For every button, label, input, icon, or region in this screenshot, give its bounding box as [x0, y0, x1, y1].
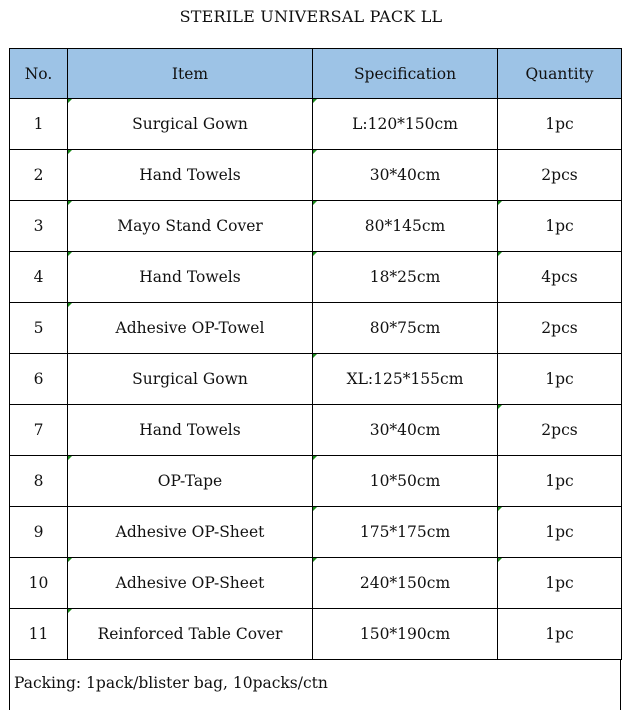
cell-no: 6: [10, 354, 68, 405]
cell-item: Adhesive OP-Towel: [68, 303, 313, 354]
cell-item: Surgical Gown: [68, 99, 313, 150]
cell-specification: 18*25cm: [313, 252, 498, 303]
table-row: [10, 405, 622, 456]
packing-note: Packing: 1pack/blister bag, 10packs/ctn: [14, 674, 328, 692]
table-row: [10, 252, 622, 303]
cell-quantity: 1pc: [498, 456, 622, 507]
cell-quantity: 1pc: [498, 99, 622, 150]
cell-no: 4: [10, 252, 68, 303]
cell-no: 7: [10, 405, 68, 456]
cell-specification: 10*50cm: [313, 456, 498, 507]
packing-footer: [9, 660, 621, 710]
table-row: [10, 456, 622, 507]
header-specification: Specification: [313, 49, 498, 99]
page-title: STERILE UNIVERSAL PACK LL: [179, 7, 443, 26]
cell-specification: L:120*150cm: [313, 99, 498, 150]
product-spec-table: [9, 48, 622, 660]
table-row: [10, 303, 622, 354]
cell-quantity: 1pc: [498, 609, 622, 660]
cell-item: Reinforced Table Cover: [68, 609, 313, 660]
table-row: [10, 354, 622, 405]
cell-quantity: 2pcs: [498, 303, 622, 354]
cell-item: Mayo Stand Cover: [68, 201, 313, 252]
table-row: [10, 150, 622, 201]
cell-specification: 150*190cm: [313, 609, 498, 660]
cell-item: Hand Towels: [68, 405, 313, 456]
cell-no: 2: [10, 150, 68, 201]
table-row: [10, 201, 622, 252]
cell-no: 10: [10, 558, 68, 609]
cell-item: Surgical Gown: [68, 354, 313, 405]
header-quantity: Quantity: [498, 49, 622, 99]
cell-quantity: 1pc: [498, 201, 622, 252]
cell-no: 1: [10, 99, 68, 150]
cell-specification: 175*175cm: [313, 507, 498, 558]
table-header-row: [10, 49, 622, 99]
cell-specification: XL:125*155cm: [313, 354, 498, 405]
cell-specification: 30*40cm: [313, 150, 498, 201]
cell-no: 3: [10, 201, 68, 252]
cell-item: Adhesive OP-Sheet: [68, 507, 313, 558]
cell-quantity: 2pcs: [498, 405, 622, 456]
cell-quantity: 1pc: [498, 507, 622, 558]
cell-item: Hand Towels: [68, 150, 313, 201]
header-no: No.: [10, 49, 68, 99]
cell-quantity: 4pcs: [498, 252, 622, 303]
cell-no: 5: [10, 303, 68, 354]
cell-quantity: 2pcs: [498, 150, 622, 201]
header-item: Item: [68, 49, 313, 99]
table-row: [10, 99, 622, 150]
cell-quantity: 1pc: [498, 354, 622, 405]
table-row: [10, 558, 622, 609]
cell-specification: 80*145cm: [313, 201, 498, 252]
cell-item: Adhesive OP-Sheet: [68, 558, 313, 609]
cell-specification: 80*75cm: [313, 303, 498, 354]
cell-quantity: 1pc: [498, 558, 622, 609]
cell-specification: 30*40cm: [313, 405, 498, 456]
cell-specification: 240*150cm: [313, 558, 498, 609]
cell-no: 9: [10, 507, 68, 558]
table-row: [10, 609, 622, 660]
table-row: [10, 507, 622, 558]
cell-item: OP-Tape: [68, 456, 313, 507]
cell-no: 11: [10, 609, 68, 660]
cell-item: Hand Towels: [68, 252, 313, 303]
cell-no: 8: [10, 456, 68, 507]
